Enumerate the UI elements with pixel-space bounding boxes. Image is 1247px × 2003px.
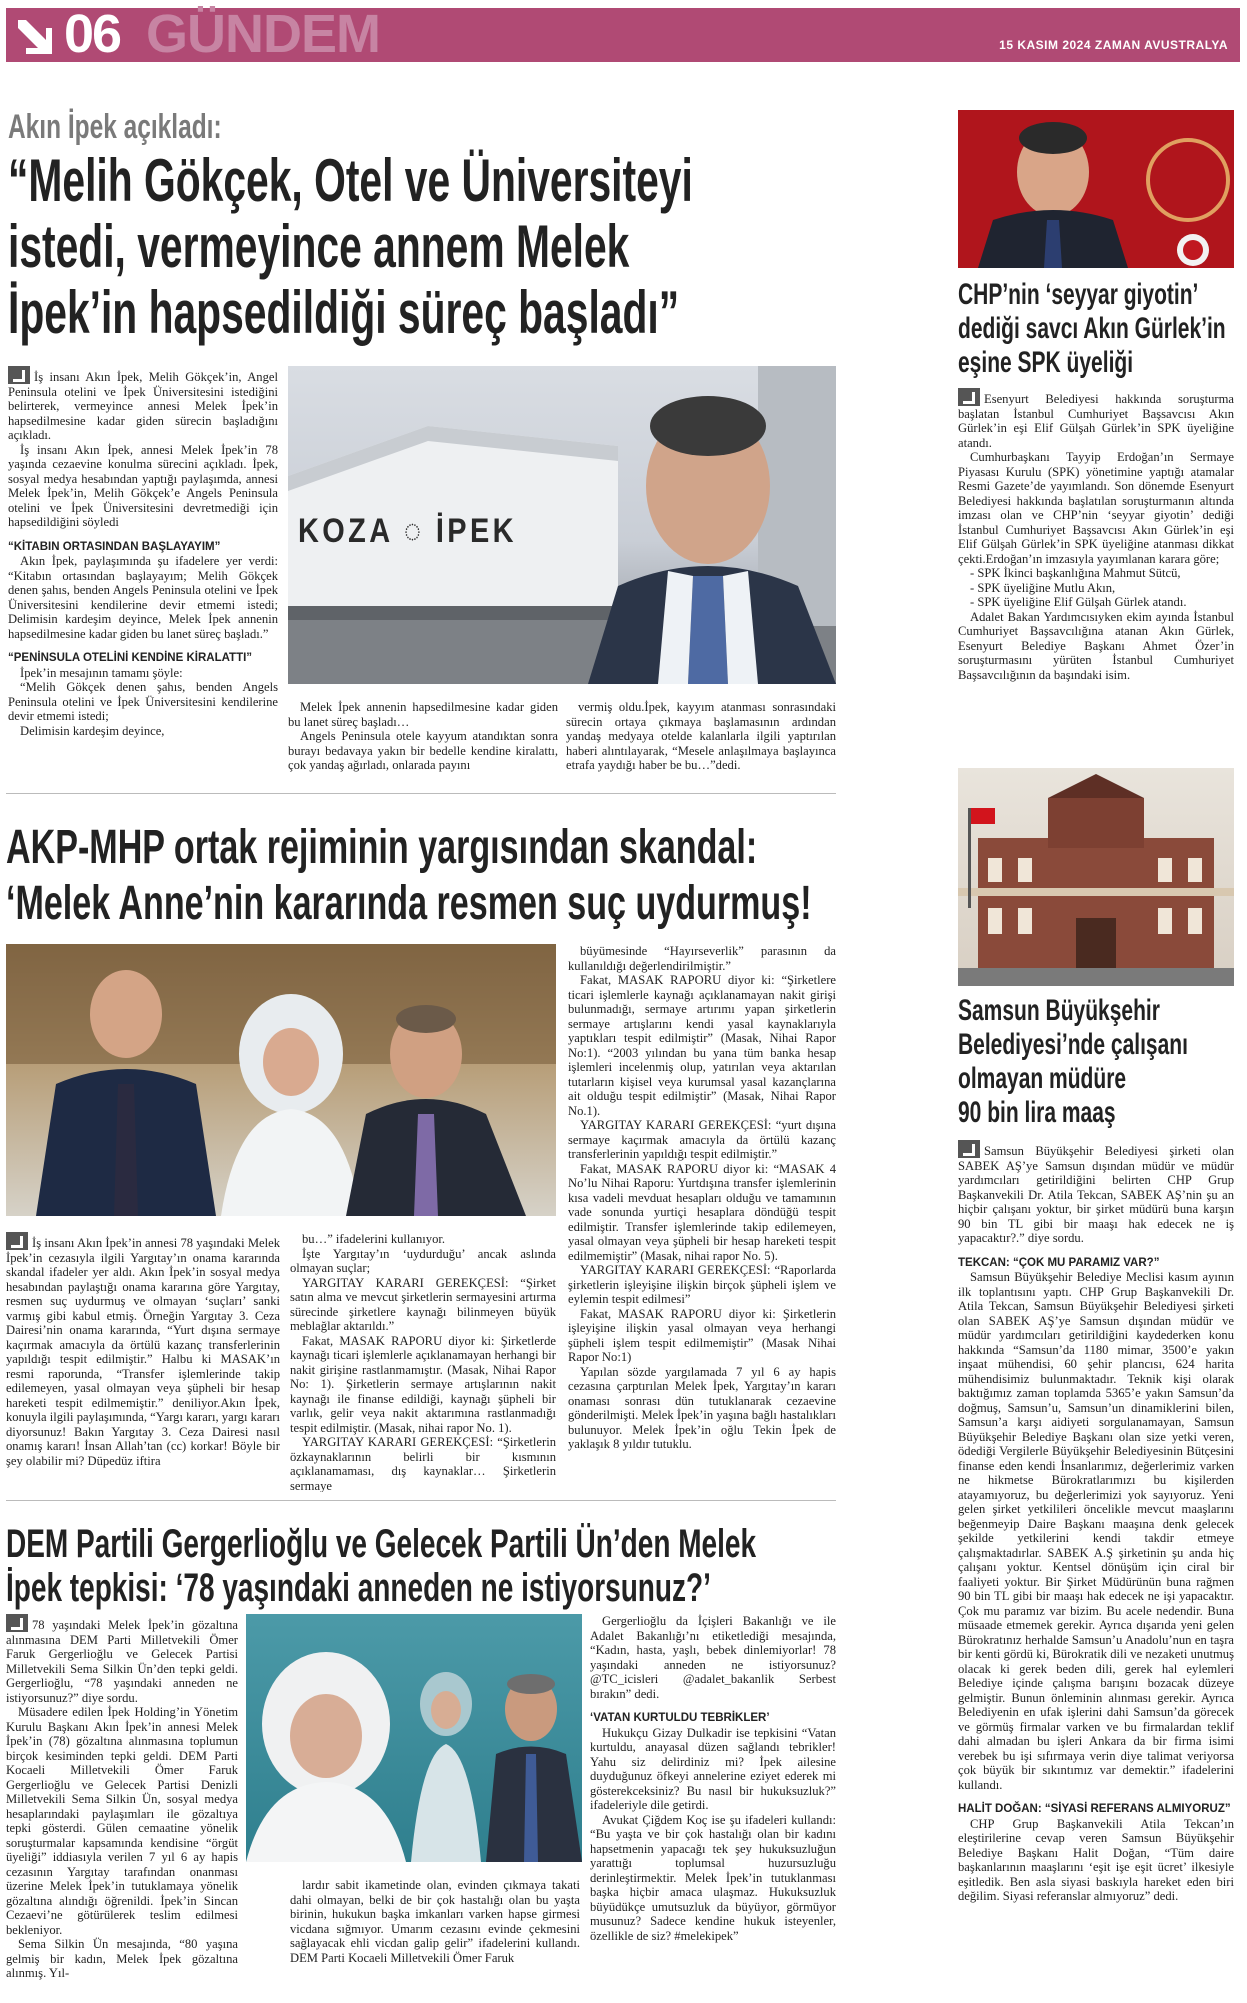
article3-photo bbox=[246, 1614, 582, 1862]
article1-col1 bbox=[8, 366, 278, 786]
paragraph: Cumhurbaşkanı Tayyip Erdoğan’ın Sermaye Piyasası Kurulu (SPK) yönetimine yaptığı atamalar Resmi Gazete’de yayımlandı. Son dönemde Esenyurt Belediyesi hakkında başlatılan soruşturmanın altında imzası olan ve CHP’nin ‘seyyar giyotin’ dediği İstanbul Cumhuriyet Başsavcısı Akın Gürlek’in eşi Elif Gülşah Gürlek’in SPK üyeliğine atanması dikkat çekti.Erdoğan’ın imzasıyla yayımlanan karara göre; bbox=[958, 450, 1234, 566]
headline-line: Samsun Büyükşehir bbox=[958, 994, 1160, 1027]
divider bbox=[6, 793, 836, 794]
section-title: GÜNDEM bbox=[146, 4, 380, 64]
headline-line: AKP-MHP ortak rejiminin yargısından skandal: bbox=[6, 821, 758, 874]
section-arrow-icon bbox=[12, 14, 54, 56]
headline-line: İpek tepkisi: ‘78 yaşındaki anneden ne istiyorsunuz?’ bbox=[6, 1566, 711, 1610]
masthead bbox=[6, 4, 1240, 64]
paragraph: İpek’in mesajının tamamı şöyle: bbox=[20, 665, 183, 680]
article1-photo bbox=[288, 366, 836, 684]
article3-col3 bbox=[590, 1614, 836, 1996]
paragraph: Yapılan sözde yargılamada 7 yıl 6 ay hapis cezasına çarptırılan Melek İpek, Yargıtay’ın kararı onaması sonrası dün tutuklanarak cezaevine gönderilmişti. Melek İpek’in yaşına bağlı hastalıkları bulunuyor. Melek İpek’in oğlu Tekin İpek de yaklaşık 8 yıldır tutuklu. bbox=[568, 1364, 836, 1451]
article3-col2 bbox=[290, 1878, 580, 1996]
paragraph bbox=[958, 1140, 1234, 1246]
article1-headline bbox=[8, 148, 693, 346]
building-sign: KOZA ◌ İPEK bbox=[298, 512, 517, 550]
samsun-municipality-building-illustration bbox=[958, 768, 1234, 986]
headline-line: dediği savcı Akın Gürlek’in bbox=[958, 312, 1226, 345]
paragraph-text: 78 yaşındaki Melek İpek’in gözaltına alınmasına DEM Parti Milletvekili Ömer Faruk Gergerlioğlu ve Gelecek Partisi Milletvekili Sema Silkin Ün’den tepki geldi. Gergerlioğlu, “78 yaşındaki anneden ne istiyorsunuz?” diye sordu. bbox=[6, 1618, 238, 1705]
paragraph-text: İş insanı Akın İpek, Melih Gökçek’in, Angel Peninsula otelini ve İpek Üniversitesini istediğini belirterek, vermeyince annesi Melek İpek’in hapsedilmesine kadar giden sürecin başladığını açıkladı. bbox=[8, 370, 278, 442]
paragraph: YARGITAY KARARI GEREKÇESİ: “Şirketlerin özkaynaklarının belirli bir kısmının açıklanamaması, dış kaynaklar… Şirketlerin sermaye bbox=[290, 1435, 556, 1492]
subheading: ‘VATAN KURTULDU TEBRİKLER’ bbox=[590, 1712, 770, 1724]
prosecutor-photo-illustration bbox=[958, 110, 1234, 268]
article1-kicker: Akın İpek açıkladı: bbox=[8, 108, 222, 146]
paragraph: Delimisin kardeşim deyince, bbox=[20, 723, 165, 738]
paragraph: Sema Silkin Ün mesajında, “80 yaşına gelmiş bir kadın, Melek İpek gözaltına alınmış. Yıl- bbox=[6, 1937, 238, 1980]
paragraph: Fakat, MASAK RAPORU diyor ki: Şirketlerin işleyişine ilişkin yasal olmayan veya herhangi şüpheli işlem tespit edilmemiştir” (Masak Nihai Rapor No:1) bbox=[568, 1306, 836, 1364]
paragraph: YARGITAY KARARI GEREKÇESİ: “yurt dışına sermaye kaçırmak amacıyla da örtülü kazanç transferlerinin yapıldığı tespit edilmiştir.” bbox=[568, 1118, 836, 1161]
paragraph: büyümesinde “Hayırseverlik” parasının da kullanıldığı değerlendirilmiştir.” bbox=[568, 944, 836, 973]
paragraph: Hukukçu Gizay Dulkadir ise tepkisini “Vatan kurtuldu, anayasal düzen sağlandı tebrikler! Yahu siz delirdiniz mi? İpek ailesine duyduğunuz öfkeyi annelerine eziyet ederek mi gösterekceksiniz? Bu nasıl bir hukuksuzluk?” ifadeleriyle dile getirdi. bbox=[590, 1725, 836, 1812]
headline-line: ‘Melek Anne’nin kararında resmen suç uydurmuş! bbox=[6, 877, 812, 930]
article-start-arrow-icon bbox=[6, 1232, 28, 1250]
headline-line: İpek’in hapsedildiği süreç başladı” bbox=[8, 279, 680, 346]
article-start-arrow-icon bbox=[958, 388, 980, 406]
paragraph: Angels Peninsula otele kayyum atandıktan sonra burayı bedavaya yakın bir bedelle kendine kiralattı, çok yandaş ağırladı, onlarada payını bbox=[288, 729, 558, 772]
paragraph: Fakat, MASAK RAPORU diyor ki: “MASAK 4 No’lu Nihai Raporu: Yurtdışına transfer işlemlerinin kısa vadeli mevduat hesapları olduğu ve tamamının vade sonunda yurtiçi hesaplara döndüğü tespit edilmiştir. Transfer işlemlerinde takip edilemeyen, yasal olmayan veya şüpheli bir hesap hareketi tespit edilmemiştir” (Masak, nihai rapor No. 5). bbox=[568, 1161, 836, 1263]
headline-line: DEM Partili Gergerlioğlu ve Gelecek Partili Ün’den Melek bbox=[6, 1522, 757, 1566]
subheading: “KİTABIN ORTASINDAN BAŞLAYAYIM” bbox=[8, 540, 221, 553]
publication-date: 15 KASIM 2024 ZAMAN AVUSTRALYA bbox=[999, 38, 1228, 52]
divider bbox=[6, 1500, 836, 1501]
article-start-arrow-icon bbox=[958, 1140, 980, 1158]
politicians-photo-illustration bbox=[246, 1614, 582, 1862]
paragraph: Gergerlioğlu da İçişleri Bakanlığı ve ile Adalet Bakanlığı’nı etiketlediği mesajında, “Kadın, hasta, yaşlı, bebek dinlemiyorlar! 78 yaşındaki anneden ne istiyorsunuz? @TC_icisleri @adalet_bakanlik Serbest bırakın” dedi. bbox=[590, 1614, 836, 1701]
paragraph: İşte Yargıtay’ın ‘uydurduğu’ ancak aslında olmayan suçlar; bbox=[290, 1246, 556, 1275]
article2-headline bbox=[6, 820, 812, 932]
article-start-arrow-icon bbox=[6, 1614, 28, 1632]
headline-line: 90 bin lira maaş bbox=[958, 1096, 1116, 1129]
page-number: 06 bbox=[64, 4, 121, 64]
paragraph: Avukat Çiğdem Koç ise şu ifadeleri kullandı: “Bu yaşta ve bir çok hastalığı olan bir kadını hapsetmenin yapacağı tek şey hukuksuzluğun yarattığı toplumsal huzursuzluğu derinleştirmektir. Melek İpek’in tutuklanması başka hiçbir amaca ulaşmaz. Hukuksuzluk büyüdükçe umutsuzluk da büyüyor, görmüyor musunuz? Sadece kendine hukuk isteyenler, özellikle de siz? #melekipek” bbox=[590, 1812, 836, 1943]
paragraph: YARGITAY KARARI GEREKÇESİ: “Şirket satın alma ve mevcut şirketlerin sermayesini artırma sürecinde şirketlere kaynağı bilinmeyen büyük meblağlar aktarıldı.” bbox=[290, 1275, 556, 1333]
article2-col3 bbox=[568, 944, 836, 1492]
article1-col3 bbox=[566, 700, 836, 786]
article2-col2 bbox=[290, 1232, 556, 1492]
side2-headline bbox=[958, 994, 1188, 1130]
paragraph: İş insanı Akın İpek, annesi Melek İpek’in 78 yaşında cezaevine konulma sürecini açıkladı. İpek, sosyal medya hesabından yaptığı paylaşımda, annesi Melek İpek’in, Melih Gökçek’e Angels Peninsula otelini ve İpek Üniversitesini devretmediği için hapsedildiğini söyledi bbox=[8, 442, 278, 529]
article1-col2 bbox=[288, 700, 558, 786]
paragraph: lardır sabit ikametinde olan, evinden çıkmaya takati dahi olmayan, belki de bir çok hastalığı olan bu yaşta birinin, hukukun başka imkanları varken hapse girmesi vicdana sığmıyor. Umarım cezasını evinde çekmesini sağlayacak ehli vicdan galip gelir” ifadelerini kullandı. DEM Parti Kocaeli Milletvekili Ömer Faruk bbox=[290, 1878, 580, 1965]
paragraph bbox=[6, 1614, 238, 1705]
paragraph: CHP Grup Başkanvekili Atila Tekcan’ın eleştirilerine cevap veren Samsun Büyükşehir Belediye Başkanı Halit Doğan, “Tüm daire başkanlarının maaşlarını ‘eşit işe eşit ücret’ ilkesiyle eşitledik. Ben asla siyasi baskıyla hareket eden biri değilim. Siyasi referanslar almıyoruz” dedi. bbox=[958, 1816, 1234, 1903]
headline-line: istedi, vermeyince annem Melek bbox=[8, 213, 630, 280]
headline-line: Belediyesi’nde çalışanı bbox=[958, 1028, 1188, 1061]
headline-line: CHP’nin ‘seyyar giyotin’ bbox=[958, 278, 1199, 311]
paragraph: YARGITAY KARARI GEREKÇESİ: “Raporlarda şirketlerin işleyişine ilişkin birçok şüpheli işlem ve eylemin tespit edilmesi” bbox=[568, 1263, 836, 1306]
article3-headline bbox=[6, 1522, 756, 1610]
paragraph bbox=[958, 388, 1234, 450]
side1-text bbox=[958, 388, 1234, 728]
paragraph: vermiş oldu.İpek, kayyım atanması sonrasındaki sürecin ortaya çıkmaya başlamasının ardından yandaş medyaya otelde kalanlarla ilgili yaptırılan haberi alıntılayarak, “Mesele anlaşılmaya başlayınca etrafa yaydığı haber be bu…”dedi. bbox=[566, 700, 836, 772]
paragraph: bu…” ifadelerini kullanıyor. bbox=[302, 1232, 446, 1246]
paragraph: Fakat, MASAK RAPORU diyor ki: “Şirketlere ticari işlemlerle kaynağı açıklanamayan nakit girişi bulunmadığı, sermaye artırımı yapan şirketlerin sermaye artışlarını kendi yasal kaynaklarıyla yaptıkları tespit edilmiştir” (Masak, Nihai Rapor No:1). “2003 yılından bu yana tüm banka hesap işlemleri incelenmiş olup, yatırılan veya aktarılan tutarların kişisel veya kurumsal yasal kazançlarına ait olduğu tespit edilmiştir” (Masak, Nihai Rapor No.1). bbox=[568, 973, 836, 1118]
paragraph: Fakat, MASAK RAPORU diyor ki: Şirketlerde kaynağı ticari işlemlerle açıklanamayan herhangi bir nakit girişine rastlanmamıştır. (Masak, Nihai Rapor No: 1). Şirketlerin sermaye artışlarının nakit kaynağı ile finanse edildiği, kaynağı şüpheli bir varlık, gelir veya nakit aktarımına rastlanmadığı tespit edilmiştir. (Masak, nihai rapor No. 1). bbox=[290, 1333, 556, 1435]
subheading: TEKCAN: “ÇOK MU PARAMIZ VAR?” bbox=[958, 1256, 1160, 1269]
article2-photo bbox=[6, 944, 556, 1216]
article-start-arrow-icon bbox=[8, 366, 30, 384]
paragraph-text: Esenyurt Belediyesi hakkında soruşturma başlatan İstanbul Cumhuriyet Başsavcısı Akın Gürlek’in eşi Elif Gülşah Gürlek’in SPK üyeliğine atandı. bbox=[958, 392, 1234, 450]
side1-headline bbox=[958, 278, 1226, 380]
paragraph: Müsadere edilen İpek Holding’in Yönetim Kurulu Başkanı Akın İpek’in annesi Melek İpek’in (78) gözaltına alınmasına toplumun birçok kesiminden tepki geldi. DEM Parti Kocaeli Milletvekili Ömer Faruk Gergerlioğlu ve Gelecek Partisi Denizli Milletvekili Sema Silkin Ün, sosyal medya hesaplarındaki paylaşımları ile gözaltıya tepki gösterdi. Gülen cemaatine yönelik soruşturmalar kapsamında kendisine “örgüt üyeliği” iddiasıyla verilen 7 yıl 6 ay hapis cezasının Yargıtay tarafından onanması üzerine Melek İpek’in tutuklamaya yönelik gözaltına alındığı öğrenildi. İpek’in Sincan Cezaevi’ne götürülerek teslim edilmesi bekleniyor. bbox=[6, 1705, 238, 1937]
headline-line: “Melih Gökçek, Otel ve Üniversiteyi bbox=[8, 147, 693, 214]
headline-line: eşine SPK üyeliği bbox=[958, 346, 1134, 379]
paragraph: Melek İpek annenin hapsedilmesine kadar giden bu lanet süreç başladı… bbox=[288, 700, 558, 729]
paragraph: - SPK üyeliğine Elif Gülşah Gürlek atandı. bbox=[970, 595, 1187, 609]
side1-photo bbox=[958, 110, 1234, 268]
subheading: “PENİNSULA OTELİNİ KENDİNE KİRALATTI” bbox=[8, 652, 253, 664]
paragraph-text: İş insanı Akın İpek’in annesi 78 yaşındaki Melek İpek’in cezasıyla ilgili Yargıtay’ın onama kararında skandal ifadeler yer aldı. Akın İpek’in sosyal medya hesabından paylaştığı onama kararına göre Yargıtay, resmen suç uydurmuş ve olmayan ‘suçları’ sanki varmış gibi kabul etmiş. Örneğin Yargıtay 3. Ceza Dairesi’nin onama kararında, “Yurt dışına sermaye kaçırmak amacıyla da örtülü kazanç transferlerinin yapıldığı tespit edilmiştir.” Halbu ki MASAK’ın resmi raporunda, “Transfer işlemlerinde takip edilemeyen, yasal olmayan veya şüpheli bir hesap hareketi tespit edilmemiştir.” deniliyor.Akın İpek, konuyla ilgili paylaşımında, “Yargı kararı, yargı kararı diyorsunuz! Bakın Yargıtay 3. Ceza Dairesi nasıl onamış kararı! İnsan Allah’tan (cc) korkar! Böyle bir şey olabilir mi? Düpedüz iftira bbox=[6, 1236, 280, 1468]
article2-col1 bbox=[6, 1232, 280, 1492]
side2-text bbox=[958, 1140, 1234, 1996]
article3-col1 bbox=[6, 1614, 238, 1996]
paragraph: Adalet Bakan Yardımcısıyken ekim ayında İstanbul Cumhuriyet Başsavcılığına atanan Akın Gürlek, Esenyurt Belediye Başkanı Ahmet Özer’in soruşturmasını yürüten İstanbul Cumhuriyet Başsavcılığının da başındaki isim. bbox=[958, 609, 1234, 682]
paragraph bbox=[8, 366, 278, 443]
subheading: HALİT DOĞAN: “SİYASİ REFERANS ALMIYORUZ” bbox=[958, 1803, 1231, 1815]
family-photo-illustration bbox=[6, 944, 556, 1216]
paragraph: “Melih Gökçek denen şahıs, benden Angels Peninsula otelini ve İpek Üniversitesini kendilerine devir etmemi istedi; bbox=[8, 680, 278, 723]
paragraph: - SPK İkinci başkanlığına Mahmut Sütcü, bbox=[970, 566, 1181, 580]
paragraph: Akın İpek, paylaşımında şu ifadelere yer verdi: “Kitabın ortasından başlayayım; Melih Gökçek denen şahıs, benden Angels Peninsula otelini ve İpek Üniversitesini kendilerine devir etmemi istedi; Delimisin kardeşim deyince, Melek İpek annenin hapsedilmesine kadar giden bu lanet süreç başladı.” bbox=[8, 554, 278, 641]
paragraph bbox=[6, 1232, 280, 1468]
paragraph: Samsun Büyükşehir Belediye Meclisi kasım ayının ilk toplantısını yaptı. CHP Grup Başkanvekili Dr. Atila Tekcan, Samsun Büyükşehir Belediyesi şirketi olan SABEK AŞ’ye Samsun dışından müdür ve müdür yardımcıları getirildiğini kaydederken konu hakkında “Samsun’da 1180 mimar, 3500’e yakın inşaat mühendisi, 60 şehir plancısı, 624 harita mühendisimiz bulunmaktadır. Teknik kişi olarak baktığımız zaman toplamda 5365’e yakın Samsun’da doğmuş, Samsun’u, Samsun’un dinamiklerini bilen, Samsun’a karşı aidiyeti sorgulanamayan, Samsun Büyükşehir Belediye Başkanı olan size yetki veren, ödediği Vergilerle Büyükşehir Belediyesinin Bütçesini finanse eden kendi İnsanlarımız, değerlerimiz varken ne hikmetse Bürokratlarımızı bu kişilerden atayamıyoruz, bu değerlerimizi yok sayıyoruz. Yeni gelen şirket yetkilileri öncelikle mevcut maaşlarını beğenmeyip Daire Başkanı maaşına denk gelecek şekilde yetkilerini kendi takdir etmeye çalışmaktadırlar. SABEK A.Ş şirketinin şu anda hiç çalışanı yoktur. Kentsel dönüşüm için ciral bir faaliyeti yoktur. Bir Şirket Müdürünün buna rağmen 90 bin TL gibi bir maaşı hak edecek ne işi yapacaktır. Çok mu paramız var bizim. Bu acele nedendir. Buna müsaade etmemek gerekir. Ayrıca dışarıda yeni gelen Bürokratınız herhalde Samsun’u Anadolu’nun en taşra bir kenti gördü ki, Bürokratik dili ve nezaketi unutmuş olacak ki gerek beden dili, gerek hal eylemleri Belediye içinde çalışma barışını bozacak düzeye gelmiştir. Bunun önleminin alınması gerekir. Ayrıca Belediyenin en ufak işlerini dahi Samsun’da görecek ve görmüş firmalar varken ve bu firmalardan teklif dahi almadan bu işleri Ankara da bir firma isimi verebek bu işi sıfırmaya verin diye talimat veriyorsa çok büyük bir sıkıntımız var demektir.” ifadelerini kullandı. bbox=[958, 1270, 1234, 1792]
paragraph-text: Samsun Büyükşehir Belediyesi şirketi olan SABEK AŞ’ye Samsun dışından müdür ve müdür yardımcıları getirildiğini belirten CHP Grup Başkanvekili Dr. Atila Tekcan, SABEK AŞ’nin şu an hiçbir çalışanı yoktur, bir şirket müdürü buna karşın 90 bin TL gibi bir maaşı hak edecek ne iş yapacaktır?.” diye sordu. bbox=[958, 1144, 1234, 1245]
headline-line: olmayan müdüre bbox=[958, 1062, 1127, 1095]
side2-photo bbox=[958, 768, 1234, 986]
paragraph: - SPK üyeliğine Mutlu Akın, bbox=[970, 580, 1116, 595]
